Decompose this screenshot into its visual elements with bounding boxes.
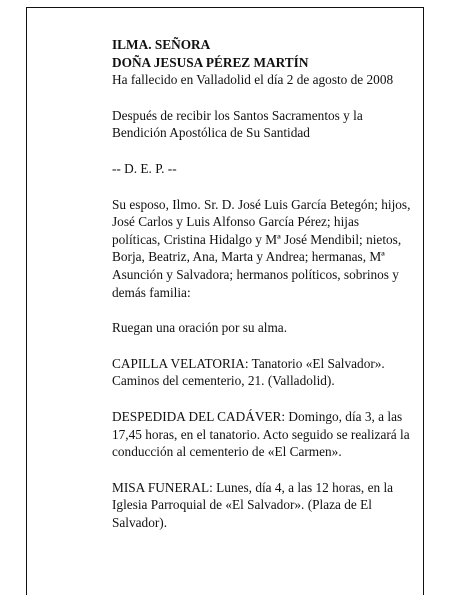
header-block [112,36,412,89]
farewell-block [112,408,412,461]
chapel-line: Caminos del cementerio, 21. (Valladolid). [112,373,335,389]
family-line: Asunción y Salvadora; hermanos políticos, sobrinos y [112,266,399,282]
farewell-line: 17,45 horas, en el tanatorio. Acto seguido se realizará la [112,426,410,442]
family-line: Su esposo, Ilmo. Sr. D. José Luis García Betegón; hijos, [112,196,411,212]
sacraments-line: Bendición Apostólica de Su Santidad [112,125,310,141]
sacraments-line: Después de recibir los Santos Sacramentos y la [112,107,363,123]
family-line: José Carlos y Luis Alfonso García Pérez; hijas [112,214,360,230]
mass-block [112,479,412,532]
farewell-line: DESPEDIDA DEL CADÁVER: Domingo, día 3, a las [112,408,403,424]
rip-text: -- D. E. P. -- [112,160,177,176]
prayer-text: Ruegan una oración por su alma. [112,320,288,336]
deceased-name: DOÑA JESUSA PÉREZ MARTÍN [112,54,309,70]
family-block [112,196,412,302]
family-line: políticas, Cristina Hidalgo y Mª José Mendibil; nietos, [112,231,402,247]
title-line-1: ILMA. SEÑORA [112,37,211,52]
mass-line: Salvador). [112,514,168,530]
death-notice: Ha fallecido en Valladolid el día 2 de agosto de 2008 [112,72,394,88]
farewell-line: conducción al cementerio de «El Carmen». [112,444,342,460]
family-line: demás familia: [112,284,191,300]
chapel-line: CAPILLA VELATORIA: Tanatorio «El Salvador». [112,355,385,371]
mass-line: MISA FUNERAL: Lunes, día 4, a las 12 horas, en la [112,479,394,495]
prayer-block [112,319,412,337]
rip-line [112,160,412,178]
family-line: Borja, Beatriz, Ana, Marta y Andrea; hermanas, Mª [112,249,385,265]
mass-line: Iglesia Parroquial de «El Salvador». (Plaza de El [112,497,372,513]
sacraments-block [112,107,412,142]
obituary-text [112,36,412,549]
chapel-block [112,355,412,390]
